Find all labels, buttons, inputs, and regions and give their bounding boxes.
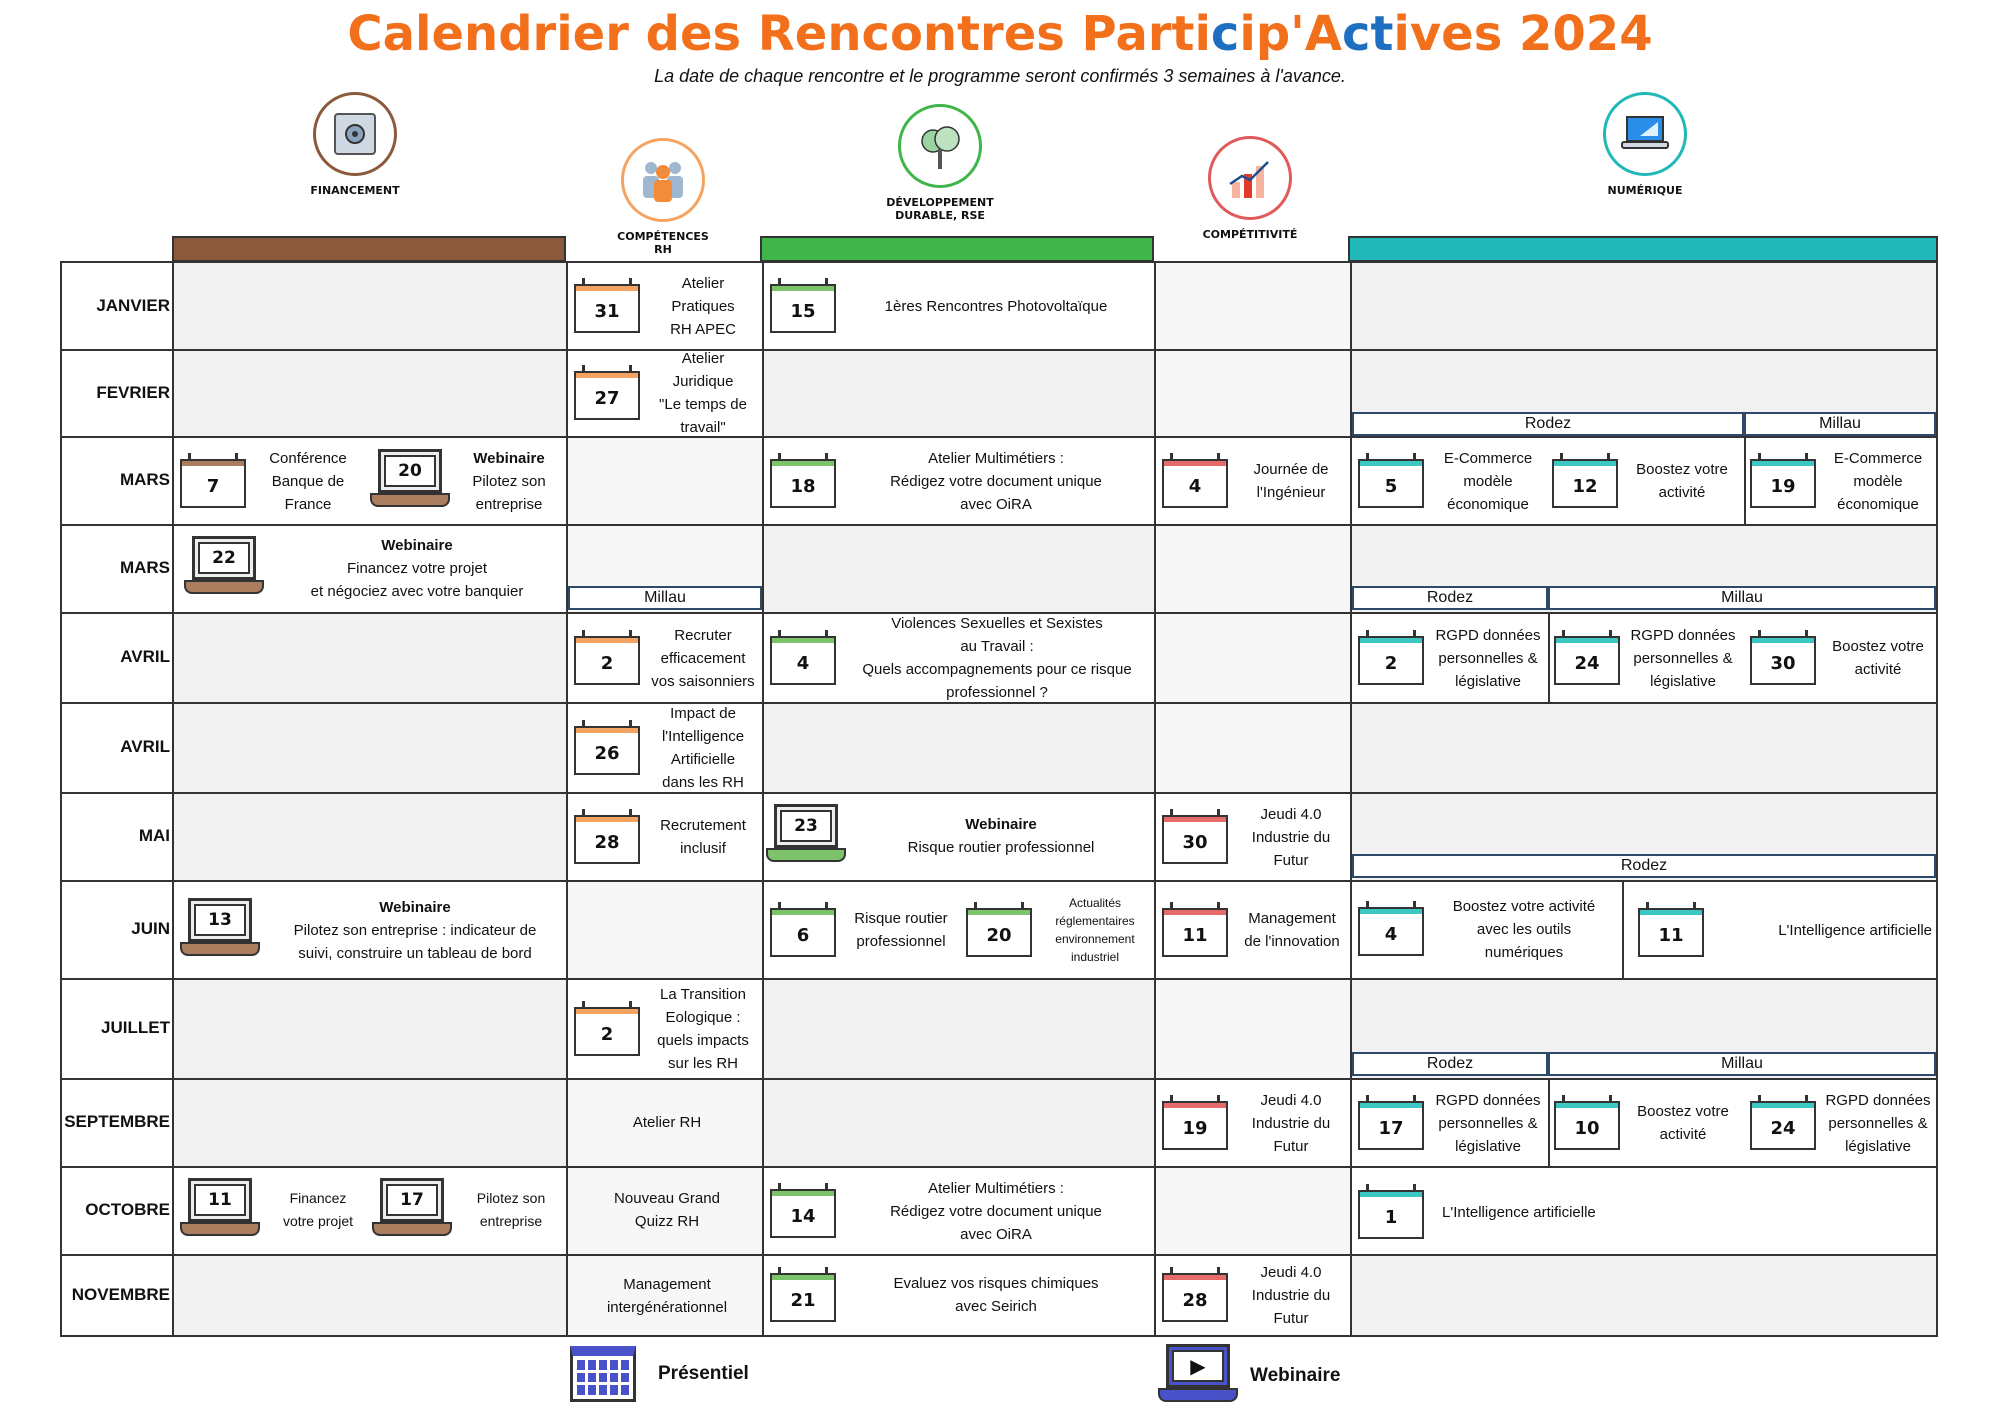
event[interactable] bbox=[1750, 1085, 1934, 1161]
event[interactable] bbox=[1750, 619, 1934, 697]
event[interactable] bbox=[574, 983, 760, 1075]
event-title: Financez votre projet bbox=[282, 1190, 354, 1229]
event[interactable] bbox=[1552, 443, 1740, 519]
presentiel-calendar-icon: 24 bbox=[1750, 1095, 1816, 1151]
event[interactable] bbox=[770, 443, 1150, 519]
location-millau: Millau bbox=[568, 586, 762, 610]
location-rodez: Rodez bbox=[1352, 412, 1744, 436]
calendar-grid bbox=[60, 261, 1938, 1337]
event-title: Evaluez vos risques chimiques avec Seirich bbox=[893, 1275, 1099, 1315]
presentiel-calendar-icon: 1 bbox=[1358, 1184, 1424, 1240]
event-title: Nouveau Grand Quizz RH bbox=[614, 1190, 720, 1230]
event[interactable] bbox=[574, 705, 760, 791]
event-title: Jeudi 4.0 Industrie du Futur bbox=[1251, 1263, 1331, 1327]
event-title: Management intergénérationnel bbox=[606, 1276, 728, 1316]
event-title: Atelier Multimétiers : Rédigez votre document unique avec OiRA bbox=[890, 449, 1102, 513]
event[interactable] bbox=[1358, 889, 1618, 969]
event-title: Boostez votre activité bbox=[1637, 1103, 1729, 1143]
event-title: Violences Sexuelles et Sexistes au Travail : Quels accompagnements pour ce risque professionnel ? bbox=[862, 615, 1132, 701]
event-title: RGPD données personnelles & législative bbox=[1435, 1091, 1541, 1155]
month-label: JUILLET bbox=[101, 1018, 170, 1037]
presentiel-calendar-icon: 14 bbox=[770, 1183, 836, 1239]
event-title: Impact de l'Intelligence Artificielle dans les RH bbox=[661, 705, 745, 791]
event[interactable] bbox=[1554, 619, 1740, 697]
month-label: JANVIER bbox=[96, 296, 170, 315]
presentiel-calendar-icon: 2 bbox=[574, 1001, 640, 1057]
dd-column-bar bbox=[760, 236, 1154, 262]
webinaire-laptop-icon: 20 bbox=[370, 449, 450, 513]
event[interactable] bbox=[770, 891, 960, 969]
presentiel-calendar-icon: 11 bbox=[1638, 902, 1704, 958]
event-title: Actualités réglementaires environnement industriel bbox=[1055, 896, 1135, 964]
event[interactable] bbox=[1358, 1177, 1678, 1247]
month-label: FEVRIER bbox=[96, 382, 170, 402]
event-title: 1ères Rencontres Photovoltaïque bbox=[884, 297, 1108, 315]
event[interactable] bbox=[372, 1173, 564, 1247]
theme-developpement-durable: DÉVELOPPEMENT DURABLE, RSE bbox=[880, 104, 1000, 222]
growth-chart-icon bbox=[1208, 136, 1292, 220]
event[interactable] bbox=[770, 1259, 1150, 1331]
event[interactable] bbox=[574, 1261, 760, 1331]
event-title: Atelier Juridique "Le temps de travail" bbox=[659, 350, 747, 436]
presentiel-calendar-icon: 28 bbox=[574, 809, 640, 865]
webinaire-laptop-icon: 17 bbox=[372, 1178, 452, 1242]
presentiel-calendar-icon: 4 bbox=[1162, 453, 1228, 509]
event[interactable] bbox=[1358, 1085, 1546, 1161]
month-label: MAI bbox=[138, 826, 170, 845]
location-millau: Millau bbox=[1744, 412, 1936, 436]
presentiel-calendar-icon: 12 bbox=[1552, 453, 1618, 509]
event[interactable] bbox=[1162, 1257, 1348, 1333]
event-title: Webinaire Financez votre projet et négociez avec votre banquier bbox=[310, 536, 524, 600]
location-rodez: Rodez bbox=[1352, 854, 1936, 878]
presentiel-calendar-icon: 2 bbox=[1358, 630, 1424, 686]
month-label: MARS bbox=[119, 558, 170, 577]
tree-icon bbox=[898, 104, 982, 188]
event[interactable] bbox=[1554, 1085, 1740, 1161]
theme-financement: FINANCEMENT bbox=[300, 92, 410, 197]
legend-presentiel bbox=[570, 1346, 749, 1402]
month-label: MARS bbox=[119, 470, 170, 489]
presentiel-calendar-icon: 17 bbox=[1358, 1095, 1424, 1151]
location-millau: Millau bbox=[1548, 586, 1936, 610]
event-title: Webinaire Pilotez son entreprise : indicateur de suivi, construire un tableau de bord bbox=[293, 898, 537, 962]
presentiel-calendar-icon: 30 bbox=[1750, 630, 1816, 686]
event[interactable] bbox=[1750, 443, 1934, 519]
month-label: OCTOBRE bbox=[85, 1200, 170, 1219]
event[interactable] bbox=[370, 443, 562, 519]
event-title: Atelier Multimétiers : Rédigez votre document unique avec OiRA bbox=[890, 1179, 1102, 1243]
event[interactable] bbox=[574, 351, 760, 435]
presentiel-calendar-icon: 24 bbox=[1554, 630, 1620, 686]
event-title: Webinaire Pilotez son entreprise bbox=[472, 449, 546, 513]
team-icon bbox=[621, 138, 705, 222]
presentiel-calendar-icon: 26 bbox=[574, 720, 640, 776]
presentiel-calendar-icon: 28 bbox=[1162, 1267, 1228, 1323]
event-title: Conférence Banque de France bbox=[269, 449, 347, 513]
location-rodez: Rodez bbox=[1352, 586, 1548, 610]
presentiel-calendar-icon: 2 bbox=[574, 630, 640, 686]
numerique-column-bar bbox=[1348, 236, 1938, 262]
legend-webinaire bbox=[1158, 1344, 1340, 1408]
event-title: Recruter efficacement vos saisonniers bbox=[651, 626, 755, 690]
event-title: Journée de l'Ingénieur bbox=[1253, 461, 1329, 501]
laptop-icon bbox=[1603, 92, 1687, 176]
financement-column-bar bbox=[172, 236, 566, 262]
webinaire-laptop-icon: 11 bbox=[180, 1178, 260, 1242]
event[interactable] bbox=[1162, 443, 1348, 519]
event-title: Pilotez son entreprise bbox=[476, 1190, 546, 1229]
event[interactable] bbox=[574, 271, 760, 341]
month-label: AVRIL bbox=[120, 647, 170, 666]
event[interactable] bbox=[180, 891, 564, 969]
presentiel-calendar-icon: 30 bbox=[1162, 809, 1228, 865]
presentiel-calendar-icon: 31 bbox=[574, 278, 640, 334]
event-title: E-Commerce modèle économique bbox=[1833, 449, 1923, 513]
event-title: Atelier Pratiques RH APEC bbox=[670, 274, 736, 338]
theme-competitivite: COMPÉTITIVITÉ bbox=[1192, 136, 1308, 241]
event-title: Boostez votre activité avec les outils numériques bbox=[1452, 897, 1596, 961]
video-laptop-icon: ▶ bbox=[1158, 1344, 1238, 1408]
event[interactable] bbox=[574, 803, 760, 871]
presentiel-calendar-icon: 27 bbox=[574, 365, 640, 421]
presentiel-calendar-icon: 7 bbox=[180, 453, 246, 509]
safe-icon bbox=[313, 92, 397, 176]
event-title: L'Intelligence artificielle bbox=[1778, 921, 1932, 939]
webinaire-laptop-icon: 23 bbox=[766, 804, 846, 868]
presentiel-calendar-icon: 19 bbox=[1750, 453, 1816, 509]
month-label: JUIN bbox=[131, 919, 170, 938]
event-title: E-Commerce modèle économique bbox=[1443, 449, 1533, 513]
presentiel-calendar-icon: 18 bbox=[770, 453, 836, 509]
event[interactable] bbox=[1162, 1085, 1348, 1161]
event-title: Risque routier professionnel bbox=[854, 910, 948, 950]
location-rodez: Rodez bbox=[1352, 1052, 1548, 1076]
presentiel-calendar-icon: 11 bbox=[1162, 902, 1228, 958]
event[interactable] bbox=[1638, 893, 1932, 967]
month-label: NOVEMBRE bbox=[71, 1284, 170, 1304]
theme-numerique: NUMÉRIQUE bbox=[1590, 92, 1700, 197]
event-title: Boostez votre activité bbox=[1832, 638, 1924, 678]
event-title: Management de l'innovation bbox=[1244, 910, 1340, 950]
event[interactable] bbox=[574, 1175, 760, 1245]
presentiel-calendar-icon: 20 bbox=[966, 902, 1032, 958]
presentiel-calendar-icon: 10 bbox=[1554, 1095, 1620, 1151]
page-subtitle: La date de chaque rencontre et le programme seront confirmés 3 semaines à l'avance. bbox=[654, 66, 1346, 86]
event-title: Recrutement inclusif bbox=[660, 817, 746, 857]
presentiel-calendar-icon: 5 bbox=[1358, 453, 1424, 509]
presentiel-calendar-icon: 21 bbox=[770, 1267, 836, 1323]
presentiel-calendar-icon: 4 bbox=[770, 630, 836, 686]
presentiel-calendar-icon: 19 bbox=[1162, 1095, 1228, 1151]
presentiel-calendar-icon: 4 bbox=[1358, 901, 1424, 957]
event[interactable] bbox=[180, 1173, 370, 1247]
event[interactable] bbox=[574, 619, 760, 697]
presentiel-calendar-icon: 6 bbox=[770, 902, 836, 958]
event[interactable] bbox=[1162, 799, 1348, 875]
event[interactable] bbox=[1358, 619, 1546, 697]
webinaire-laptop-icon: 13 bbox=[180, 898, 260, 962]
event-title: Webinaire Risque routier professionnel bbox=[907, 816, 1095, 856]
event-title: Atelier RH bbox=[632, 1113, 702, 1131]
event[interactable] bbox=[966, 887, 1152, 973]
event[interactable] bbox=[1358, 443, 1546, 519]
event-title: RGPD données personnelles & législative bbox=[1825, 1091, 1931, 1155]
page-title: Calendrier des Rencontres Particip'Actives 2024 bbox=[347, 6, 1653, 62]
event[interactable] bbox=[766, 801, 1150, 871]
legend-presentiel-label: Présentiel bbox=[658, 1363, 749, 1384]
event-title: Jeudi 4.0 Industrie du Futur bbox=[1251, 805, 1331, 869]
event-title: L'Intelligence artificielle bbox=[1442, 1203, 1596, 1221]
event[interactable] bbox=[180, 443, 364, 519]
webinaire-laptop-icon: 22 bbox=[184, 536, 264, 600]
theme-rh: COMPÉTENCES RH bbox=[608, 138, 718, 256]
event-title: Boostez votre activité bbox=[1636, 461, 1728, 501]
event[interactable] bbox=[770, 275, 1150, 337]
month-label: SEPTEMBRE bbox=[64, 1112, 170, 1131]
presentiel-calendar-icon: 15 bbox=[770, 278, 836, 334]
event[interactable] bbox=[574, 1087, 760, 1157]
event[interactable] bbox=[770, 1173, 1150, 1249]
event-title: Jeudi 4.0 Industrie du Futur bbox=[1251, 1091, 1331, 1155]
event-title: RGPD données personnelles & législative bbox=[1630, 626, 1736, 690]
legend-webinaire-label: Webinaire bbox=[1250, 1365, 1341, 1386]
event[interactable] bbox=[184, 529, 564, 607]
event-title: La Transition Eologique : quels impacts sur les RH bbox=[657, 986, 749, 1072]
event-title: RGPD données personnelles & législative bbox=[1435, 626, 1541, 690]
event[interactable] bbox=[1162, 891, 1350, 969]
event[interactable] bbox=[770, 615, 1152, 701]
location-millau: Millau bbox=[1548, 1052, 1936, 1076]
calendar-grid-icon bbox=[570, 1346, 636, 1402]
month-label: AVRIL bbox=[120, 737, 170, 756]
